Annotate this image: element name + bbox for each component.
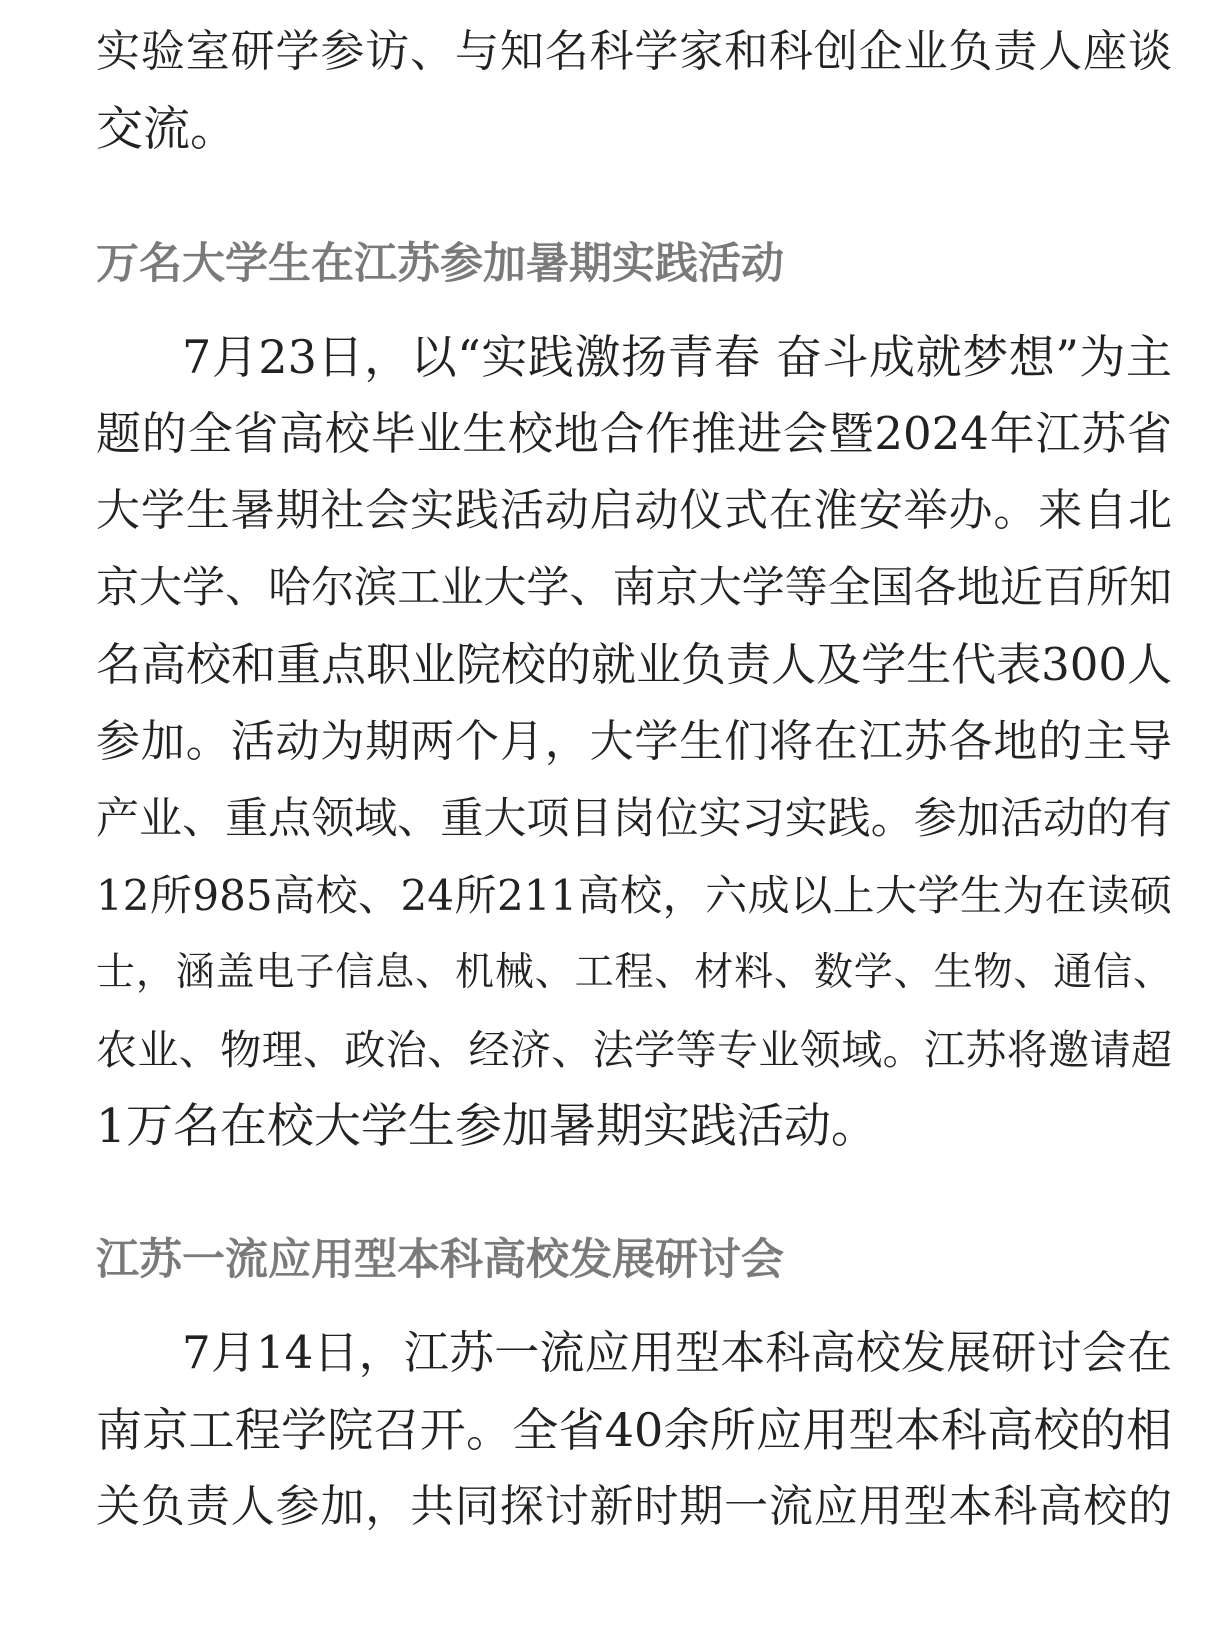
paragraph-line: 7月23日，以“实践激扬青春 奋斗成就梦想”为主 xyxy=(182,330,1172,384)
paragraph-line: 关负责人参加，共同探讨新时期一流应用型本科高校的 xyxy=(96,1481,1172,1532)
paragraph-line: 实验室研学参访、与知名科学家和科创企业负责人座谈 xyxy=(96,26,1172,77)
paragraph-line: 12所985高校、24所211高校，六成以上大学生为在读硕 xyxy=(96,871,1172,920)
paragraph-line: 农业、物理、政治、经济、法学等专业领域。江苏将邀请超 xyxy=(96,1026,1172,1074)
section-heading: 江苏一流应用型本科高校发展研讨会 xyxy=(96,1235,784,1285)
paragraph-line: 京大学、哈尔滨工业大学、南京大学等全国各地近百所知 xyxy=(96,563,1172,613)
paragraph-line: 题的全省高校毕业生校地合作推进会暨2024年江苏省 xyxy=(96,407,1172,460)
paragraph-line: 大学生暑期社会实践活动启动仪式在淮安举办。来自北 xyxy=(96,485,1172,536)
paragraph-line: 1万名在校大学生参加暑期实践活动。 xyxy=(96,1099,878,1154)
paragraph-line: 产业、重点领域、重大项目岗位实习实践。参加活动的有 xyxy=(96,794,1172,844)
paragraph-line: 7月14日，江苏一流应用型本科高校发展研讨会在 xyxy=(182,1326,1172,1379)
section-heading: 万名大学生在江苏参加暑期实践活动 xyxy=(96,239,784,289)
paragraph-line: 南京工程学院召开。全省40余所应用型本科高校的相 xyxy=(96,1403,1172,1457)
paragraph-line: 名高校和重点职业院校的就业负责人及学生代表300人 xyxy=(96,638,1172,691)
paragraph-line: 交流。 xyxy=(96,102,237,157)
paragraph-line: 士，涵盖电子信息、机械、工程、材料、数学、生物、通信、 xyxy=(96,950,1172,995)
paragraph-line: 参加。活动为期两个月，大学生们将在江苏各地的主导 xyxy=(96,716,1172,767)
